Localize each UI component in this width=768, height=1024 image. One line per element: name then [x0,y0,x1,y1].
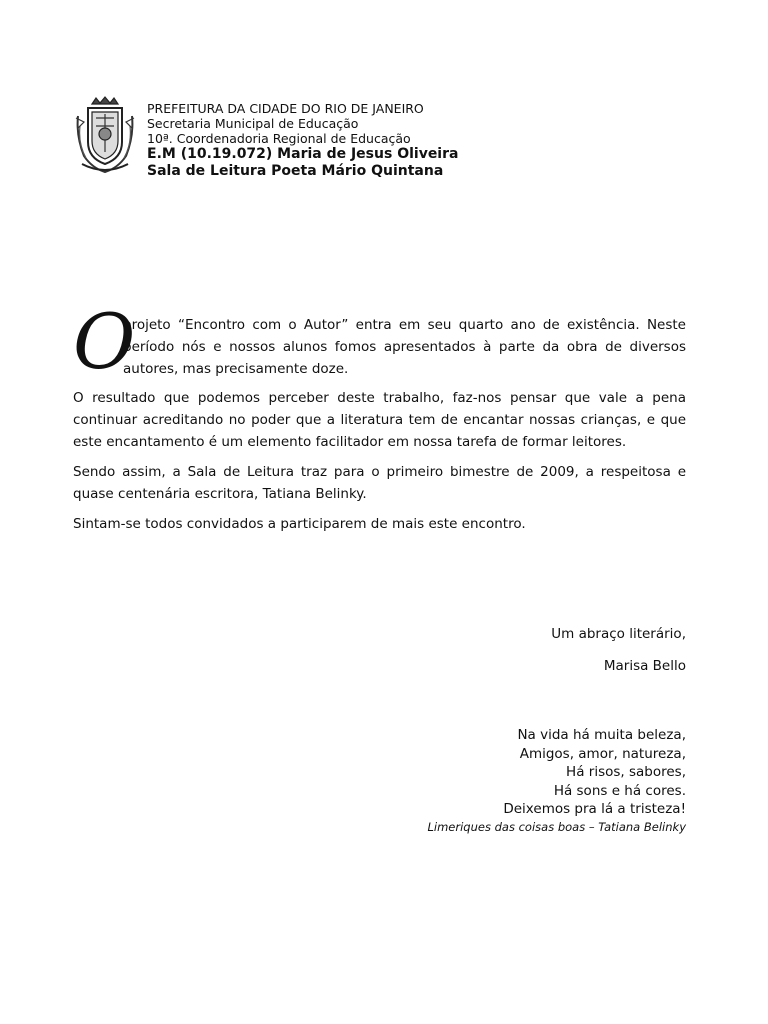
poem [428,726,687,835]
header-reading-room: Sala de Leitura Poeta Mário Quintana [147,163,444,179]
city-coat-of-arms-icon [74,96,136,174]
paragraph-3: Sendo assim, a Sala de Leitura traz para o primeiro bimestre de 2009, a respeitosa e quase centenária escritora, Tatiana Belinky. [73,464,686,502]
drop-cap: O [73,297,136,386]
paragraph-1 [73,297,686,386]
header-school: E.M (10.19.072) Maria de Jesus Oliveira [147,146,459,162]
letterhead [74,96,458,180]
poem-line: Na vida há muita beleza, [517,727,686,743]
poem-line: Deixemos pra lá a tristeza! [503,801,686,817]
closing [551,624,686,676]
paragraph-4: Sintam-se todos convidados a participarem de mais este encontro. [73,516,526,532]
closing-greeting: Um abraço literário, [551,626,686,642]
paragraph-1-text: projeto “Encontro com o Autor” entra em seu quarto ano de existência. Neste período nós e nossos alunos fomos apresentados à parte da obra de diversos autores, mas precisamente doze. [123,317,686,377]
poem-line: Há sons e há cores. [553,782,686,799]
signature: Marisa Bello [603,658,686,674]
header-coordenadoria: 10ª. Coordenadoria Regional de Educação [147,131,411,146]
paragraph-2: O resultado que podemos perceber deste trabalho, faz-nos pensar que vale a pena continuar acreditando no poder que a literatura tem de encantar nossas crianças, e que este encantamento é um elemento facilitador em nossa tarefa de formar leitores. [73,390,686,450]
poem-line: Há risos, sabores, [566,764,686,780]
letter-body [73,297,686,543]
poem-credit: Limeriques das coisas boas – Tatiana Belinky [427,819,686,834]
header-prefeitura: PREFEITURA DA CIDADE DO RIO DE JANEIRO [147,101,424,116]
poem-line: Amigos, amor, natureza, [519,745,686,762]
header-secretaria: Secretaria Municipal de Educação [147,116,359,131]
